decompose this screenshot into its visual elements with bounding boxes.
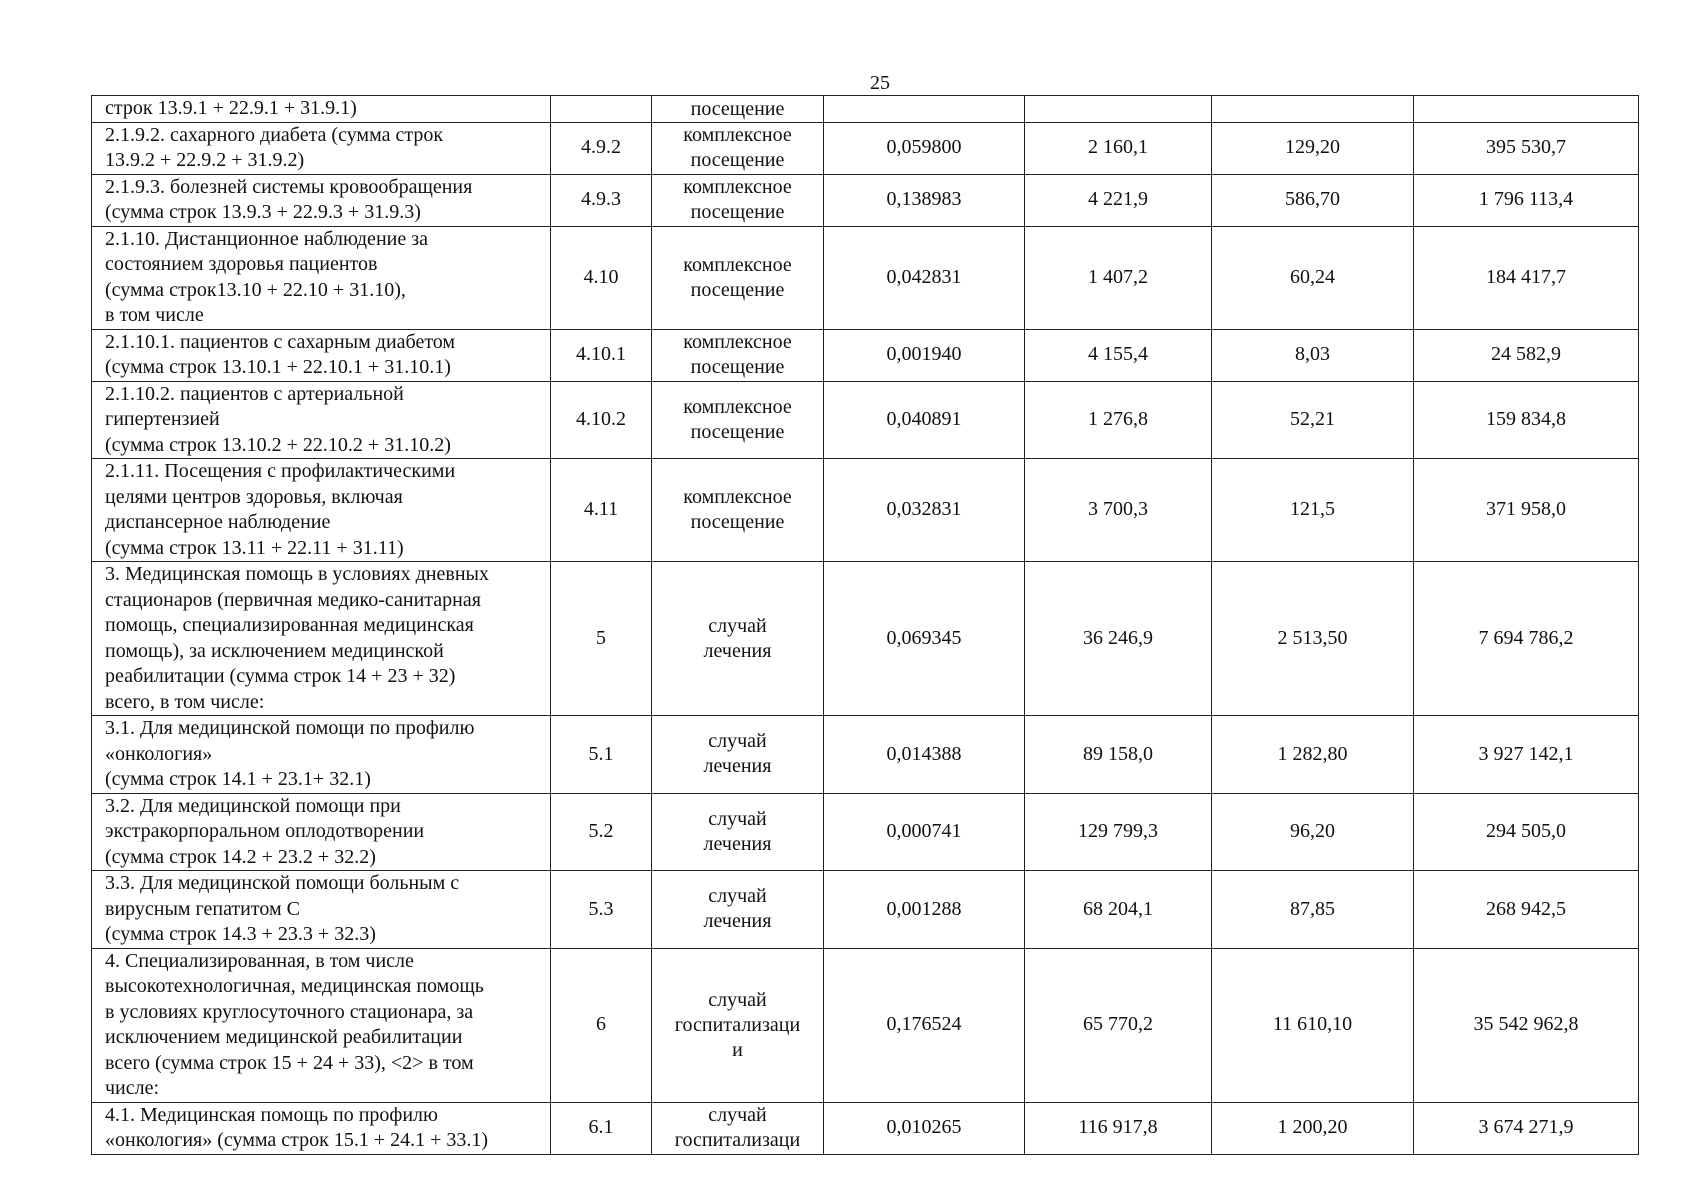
table-row [92,122,1639,174]
row-unit-cell: случай госпитализаци [652,1102,824,1154]
row-name-cell: 2.1.11. Посещения с профилактическими целями центров здоровья, включая диспансерное наблюдение (сумма строк 13.11 + 22.11 + 31.11) [92,459,551,562]
table-row [92,793,1639,871]
row-norm-cell [824,96,1025,123]
row-cost-cell: 4 221,9 [1025,174,1212,226]
row-total-cell: 1 796 113,4 [1414,174,1639,226]
row-name-cell: 2.1.10.1. пациентов с сахарным диабетом (сумма строк 13.10.1 + 22.10.1 + 31.10.1) [92,329,551,381]
row-code-cell: 6 [551,948,652,1102]
row-per-capita-cell: 96,20 [1212,793,1414,871]
row-total-cell: 3 927 142,1 [1414,716,1639,794]
row-norm-cell: 0,069345 [824,562,1025,716]
row-code-cell: 5 [551,562,652,716]
row-total-cell [1414,96,1639,123]
row-code-cell: 4.10.2 [551,381,652,459]
row-unit-cell: случай лечения [652,716,824,794]
table-row [92,174,1639,226]
table-row [92,1102,1639,1154]
row-code-cell: 4.10 [551,226,652,329]
row-unit-cell: посещение [652,96,824,123]
table-row [92,226,1639,329]
row-norm-cell: 0,040891 [824,381,1025,459]
row-total-cell: 371 958,0 [1414,459,1639,562]
row-total-cell: 24 582,9 [1414,329,1639,381]
row-total-cell: 3 674 271,9 [1414,1102,1639,1154]
row-total-cell: 35 542 962,8 [1414,948,1639,1102]
row-total-cell: 159 834,8 [1414,381,1639,459]
row-norm-cell: 0,176524 [824,948,1025,1102]
row-cost-cell: 2 160,1 [1025,122,1212,174]
row-name-cell: 2.1.10. Дистанционное наблюдение за состоянием здоровья пациентов (сумма строк13.10 + 22.10 + 31.10), в том числе [92,226,551,329]
row-code-cell: 5.1 [551,716,652,794]
row-code-cell: 5.3 [551,871,652,949]
row-name-cell: строк 13.9.1 + 22.9.1 + 31.9.1) [92,96,551,123]
row-cost-cell: 36 246,9 [1025,562,1212,716]
table-row [92,459,1639,562]
row-per-capita-cell: 11 610,10 [1212,948,1414,1102]
row-cost-cell: 129 799,3 [1025,793,1212,871]
row-norm-cell: 0,138983 [824,174,1025,226]
page-number: 25 [870,72,890,94]
row-per-capita-cell: 60,24 [1212,226,1414,329]
row-name-cell: 2.1.10.2. пациентов с артериальной гипертензией (сумма строк 13.10.2 + 22.10.2 + 31.10.2) [92,381,551,459]
row-cost-cell: 89 158,0 [1025,716,1212,794]
table-row [92,871,1639,949]
row-per-capita-cell [1212,96,1414,123]
row-total-cell: 268 942,5 [1414,871,1639,949]
row-cost-cell: 1 276,8 [1025,381,1212,459]
row-name-cell: 3.3. Для медицинской помощи больным с вирусным гепатитом С (сумма строк 14.3 + 23.3 + 32.3) [92,871,551,949]
row-code-cell: 4.10.1 [551,329,652,381]
row-per-capita-cell: 121,5 [1212,459,1414,562]
row-code-cell: 5.2 [551,793,652,871]
row-name-cell: 3.1. Для медицинской помощи по профилю «онкология» (сумма строк 14.1 + 23.1+ 32.1) [92,716,551,794]
table-row [92,948,1639,1102]
row-cost-cell: 116 917,8 [1025,1102,1212,1154]
row-per-capita-cell: 8,03 [1212,329,1414,381]
row-per-capita-cell: 2 513,50 [1212,562,1414,716]
table-row [92,96,1639,123]
row-cost-cell: 1 407,2 [1025,226,1212,329]
row-per-capita-cell: 129,20 [1212,122,1414,174]
table-row [92,329,1639,381]
row-code-cell: 4.9.3 [551,174,652,226]
row-norm-cell: 0,059800 [824,122,1025,174]
row-unit-cell: комплексное посещение [652,226,824,329]
row-unit-cell: случай лечения [652,871,824,949]
row-norm-cell: 0,010265 [824,1102,1025,1154]
row-per-capita-cell: 586,70 [1212,174,1414,226]
row-unit-cell: комплексное посещение [652,329,824,381]
row-cost-cell: 68 204,1 [1025,871,1212,949]
row-cost-cell: 3 700,3 [1025,459,1212,562]
row-norm-cell: 0,042831 [824,226,1025,329]
row-unit-cell: случай лечения [652,562,824,716]
row-code-cell: 4.11 [551,459,652,562]
row-total-cell: 294 505,0 [1414,793,1639,871]
row-name-cell: 4.1. Медицинская помощь по профилю «онкология» (сумма строк 15.1 + 24.1 + 33.1) [92,1102,551,1154]
row-total-cell: 395 530,7 [1414,122,1639,174]
row-norm-cell: 0,014388 [824,716,1025,794]
row-name-cell: 2.1.9.2. сахарного диабета (сумма строк 13.9.2 + 22.9.2 + 31.9.2) [92,122,551,174]
row-unit-cell: случай госпитализаци и [652,948,824,1102]
row-unit-cell: комплексное посещение [652,381,824,459]
table-row [92,381,1639,459]
row-per-capita-cell: 87,85 [1212,871,1414,949]
row-norm-cell: 0,032831 [824,459,1025,562]
row-name-cell: 4. Специализированная, в том числе высокотехнологичная, медицинская помощь в условиях круглосуточного стационара, за исключением медицинской реабилитации всего (сумма строк 15 + 24 + 33), <2> в том числе: [92,948,551,1102]
row-per-capita-cell: 52,21 [1212,381,1414,459]
row-total-cell: 7 694 786,2 [1414,562,1639,716]
row-per-capita-cell: 1 200,20 [1212,1102,1414,1154]
row-norm-cell: 0,000741 [824,793,1025,871]
row-cost-cell [1025,96,1212,123]
row-per-capita-cell: 1 282,80 [1212,716,1414,794]
table-row [92,716,1639,794]
row-code-cell: 4.9.2 [551,122,652,174]
table-row [92,562,1639,716]
volume-cost-table [91,95,1639,1155]
row-unit-cell: комплексное посещение [652,122,824,174]
row-unit-cell: комплексное посещение [652,459,824,562]
row-code-cell [551,96,652,123]
row-cost-cell: 65 770,2 [1025,948,1212,1102]
row-name-cell: 3.2. Для медицинской помощи при экстракорпоральном оплодотворении (сумма строк 14.2 + 23.2 + 32.2) [92,793,551,871]
row-total-cell: 184 417,7 [1414,226,1639,329]
row-norm-cell: 0,001940 [824,329,1025,381]
row-norm-cell: 0,001288 [824,871,1025,949]
row-unit-cell: случай лечения [652,793,824,871]
row-name-cell: 3. Медицинская помощь в условиях дневных стационаров (первичная медико-санитарная помощь, специализированная медицинская помощь), за исключением медицинской реабилитации (сумма строк 14 + 23 + 32) всего, в том числе: [92,562,551,716]
row-name-cell: 2.1.9.3. болезней системы кровообращения (сумма строк 13.9.3 + 22.9.3 + 31.9.3) [92,174,551,226]
row-unit-cell: комплексное посещение [652,174,824,226]
row-cost-cell: 4 155,4 [1025,329,1212,381]
row-code-cell: 6.1 [551,1102,652,1154]
